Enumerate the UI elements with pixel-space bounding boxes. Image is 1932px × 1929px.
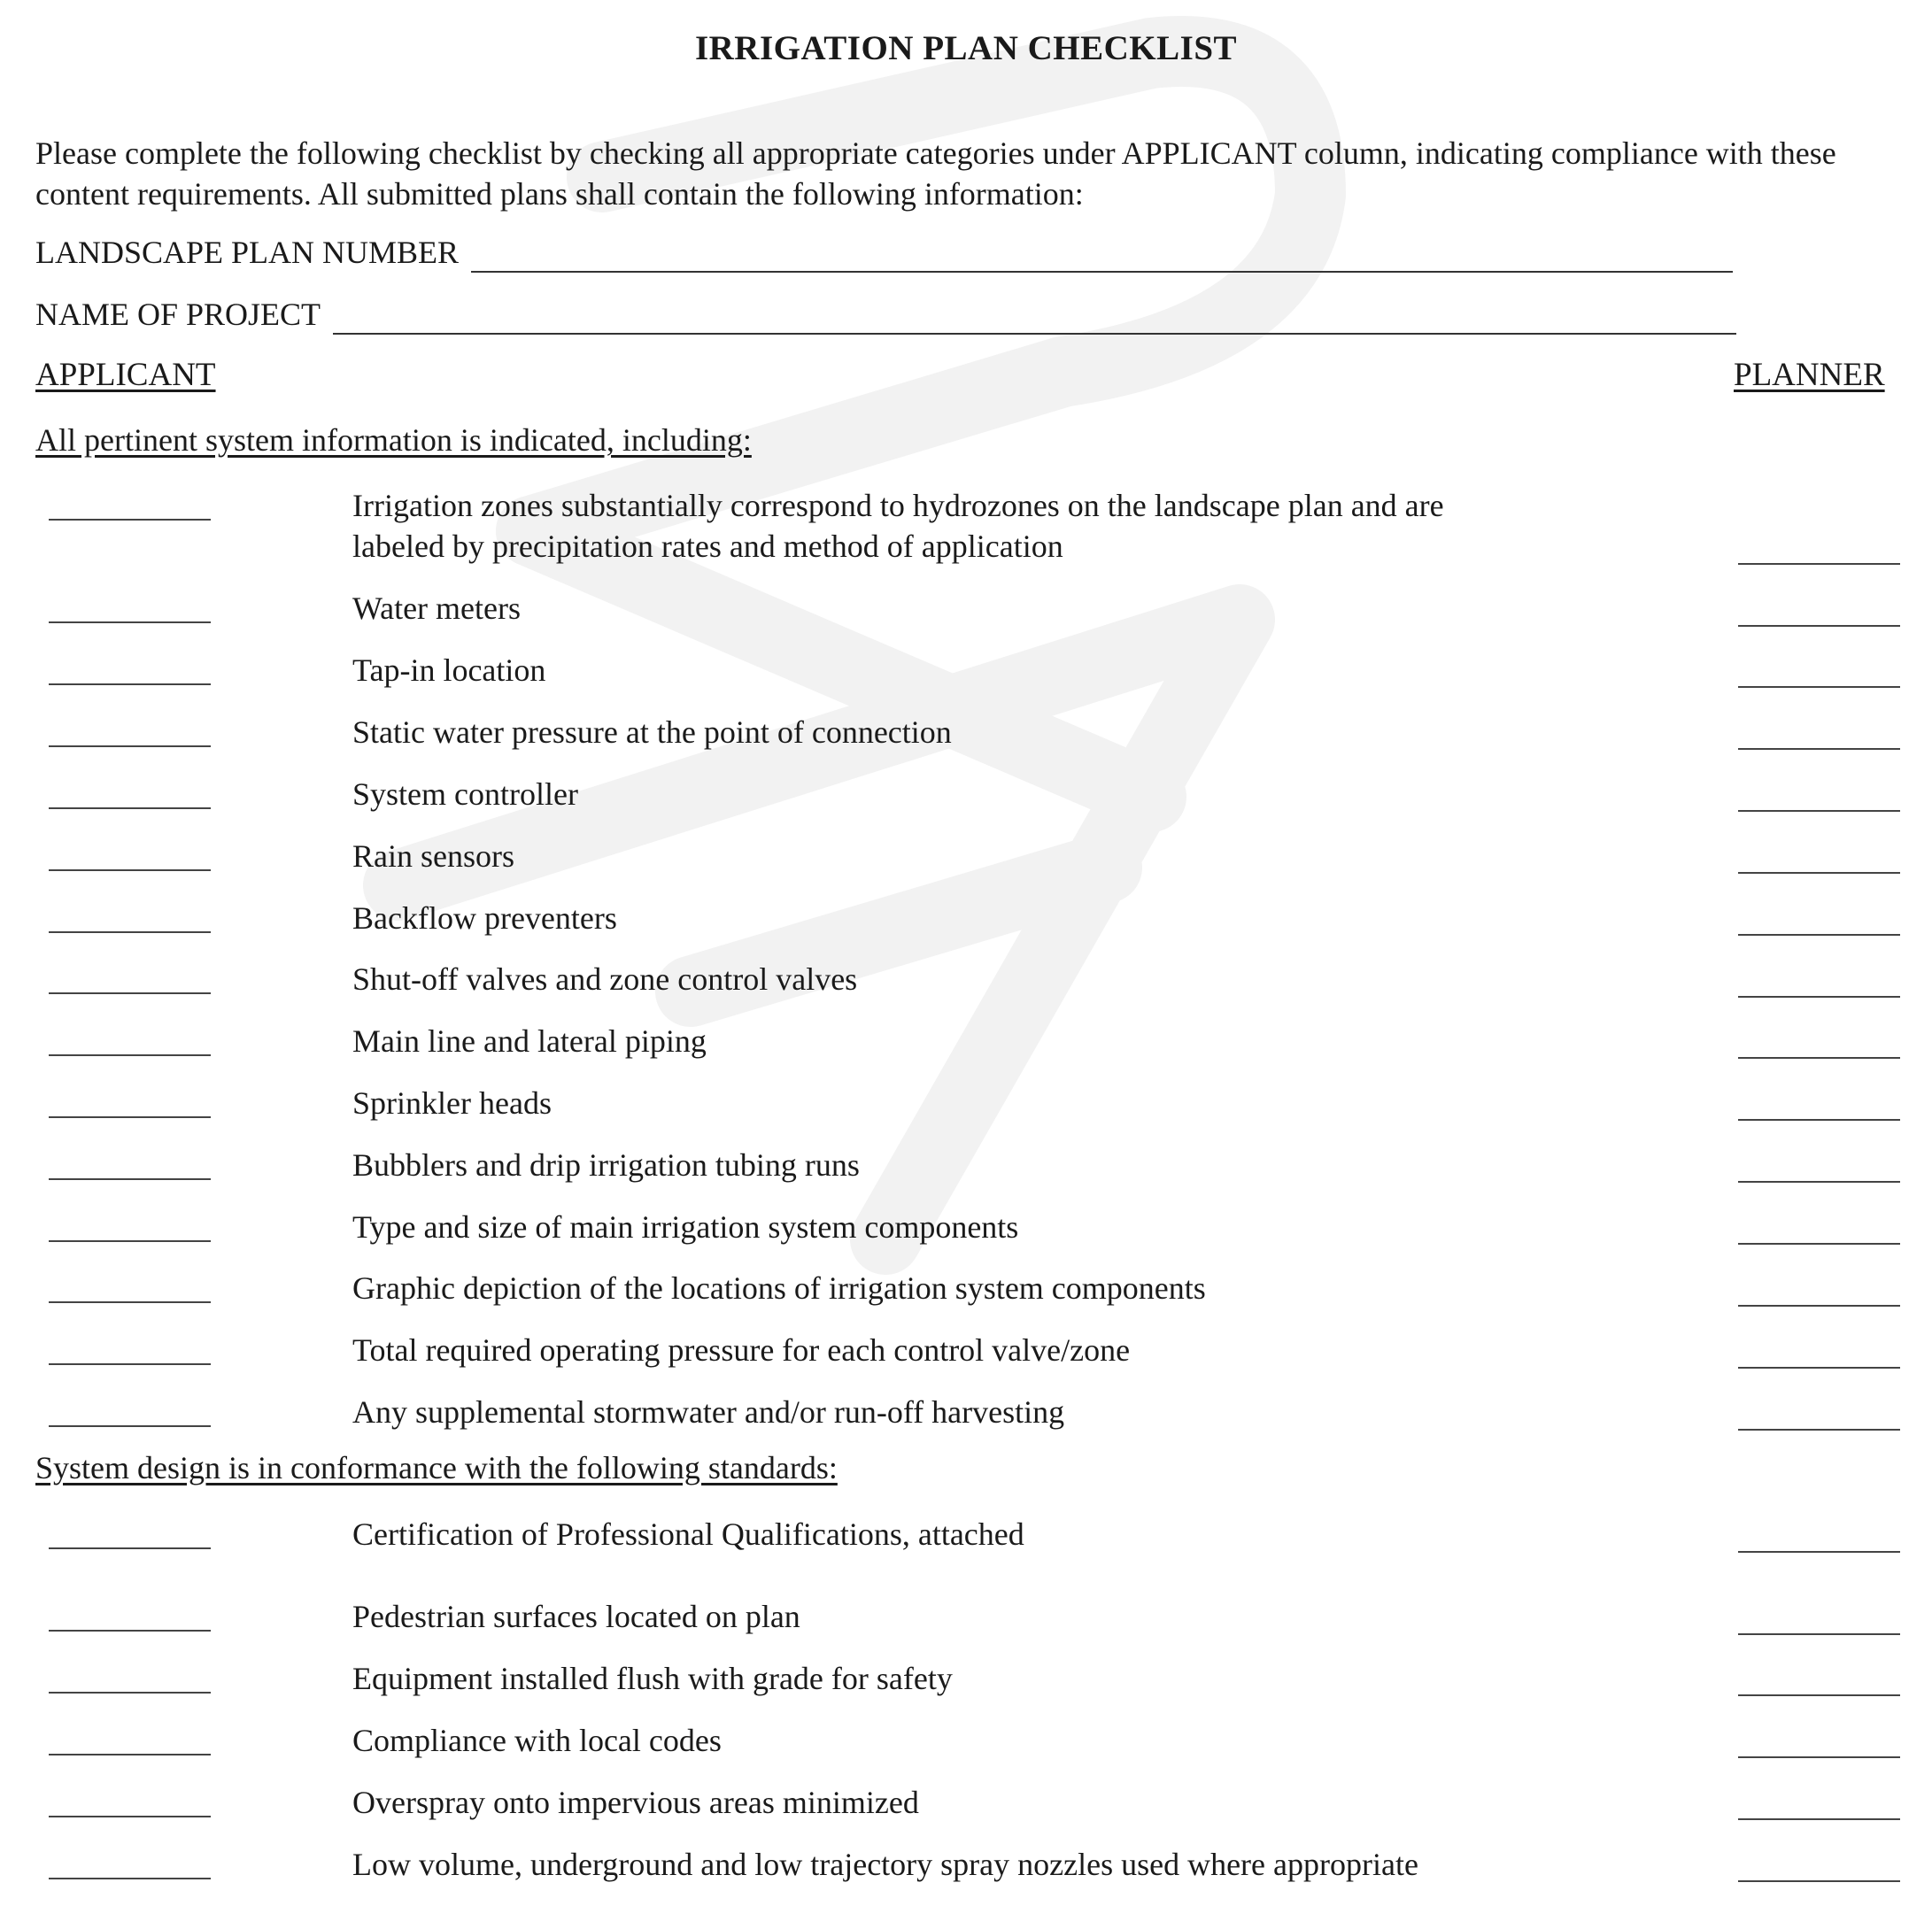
planner-check-blank[interactable] [1738,1057,1900,1059]
planner-check-blank[interactable] [1738,934,1900,936]
checklist-item-text: Compliance with local codes [352,1723,722,1758]
checklist-item-text: Shut-off valves and zone control valves [352,961,858,997]
planner-check-blank[interactable] [1738,1818,1900,1820]
planner-check-blank[interactable] [1738,1429,1900,1431]
checklist-item-text: Irrigation zones substantially correspond to hydrozones on the landscape plan and are labeled by precipitation rates and method of application [352,488,1444,564]
applicant-check-blank[interactable] [49,745,211,747]
checklist-item-text: Certification of Professional Qualifications, attached [352,1516,1024,1552]
applicant-check-blank[interactable] [49,1816,211,1817]
landscape-plan-number-row [35,232,1733,273]
project-name-label: NAME OF PROJECT [35,297,321,332]
planner-check-blank[interactable] [1738,625,1900,627]
checklist-item-text: Main line and lateral piping [352,1023,707,1059]
applicant-check-blank[interactable] [49,1178,211,1180]
landscape-plan-number-label: LANDSCAPE PLAN NUMBER [35,235,460,270]
project-name-row [35,294,1736,335]
applicant-check-blank[interactable] [49,683,211,685]
applicant-check-blank[interactable] [49,1547,211,1549]
planner-check-blank[interactable] [1738,1367,1900,1369]
planner-check-blank[interactable] [1738,1633,1900,1635]
planner-column-header: PLANNER [1734,357,1885,393]
project-name-input[interactable] [333,306,1736,335]
applicant-check-blank[interactable] [49,1240,211,1242]
section-heading: All pertinent system information is indicated, including: [35,422,752,458]
applicant-column-header: APPLICANT [35,357,216,393]
planner-check-blank[interactable] [1738,1181,1900,1183]
planner-check-blank[interactable] [1738,1119,1900,1121]
planner-check-blank[interactable] [1738,1756,1900,1758]
applicant-check-blank[interactable] [49,1630,211,1632]
checklist-item-text: Tap-in location [352,652,546,688]
checklist-item-text: Low volume, underground and low trajectory spray nozzles used where appropriate [352,1847,1418,1882]
applicant-check-blank[interactable] [49,807,211,809]
applicant-check-blank[interactable] [49,931,211,933]
checklist-item-text: Total required operating pressure for each control valve/zone [352,1332,1131,1368]
applicant-check-blank[interactable] [49,1116,211,1118]
checklist-item-text: Overspray onto impervious areas minimized [352,1785,919,1820]
planner-check-blank[interactable] [1738,1694,1900,1696]
applicant-check-blank[interactable] [49,992,211,994]
landscape-plan-number-input[interactable] [471,244,1733,273]
checklist-item-text: Water meters [352,590,522,626]
checklist-item-text: Bubblers and drip irrigation tubing runs [352,1147,860,1183]
instructions-paragraph: Please complete the following checklist by checking all appropriate categories under APPLICANT column, indicating compliance with these content requirements. All submitted plans shall contain the following information: [35,135,1836,212]
applicant-check-blank[interactable] [49,869,211,871]
checklist-item-text: Type and size of main irrigation system components [352,1209,1019,1245]
applicant-check-blank[interactable] [49,1692,211,1694]
applicant-check-blank[interactable] [49,519,211,521]
checklist-item-text: Equipment installed flush with grade for safety [352,1661,953,1696]
applicant-check-blank[interactable] [49,1301,211,1303]
planner-check-blank[interactable] [1738,1880,1900,1882]
planner-check-blank[interactable] [1738,872,1900,874]
applicant-check-blank[interactable] [49,1054,211,1056]
planner-check-blank[interactable] [1738,810,1900,812]
checklist-item-text: Any supplemental stormwater and/or run-off harvesting [352,1394,1065,1430]
checklist-item-text: Static water pressure at the point of connection [352,714,952,750]
checklist-item-text: Backflow preventers [352,900,617,936]
planner-check-blank[interactable] [1738,748,1900,750]
planner-check-blank[interactable] [1738,686,1900,688]
planner-check-blank[interactable] [1738,1243,1900,1245]
planner-check-blank[interactable] [1738,1305,1900,1307]
applicant-check-blank[interactable] [49,621,211,623]
applicant-check-blank[interactable] [49,1754,211,1755]
checklist-item-text: Pedestrian surfaces located on plan [352,1599,800,1634]
planner-check-blank[interactable] [1738,996,1900,998]
applicant-check-blank[interactable] [49,1363,211,1365]
page-title: IRRIGATION PLAN CHECKLIST [694,29,1238,67]
planner-check-blank[interactable] [1738,563,1900,565]
checklist-item-text: Rain sensors [352,838,514,874]
applicant-check-blank[interactable] [49,1425,211,1427]
applicant-check-blank[interactable] [49,1878,211,1879]
checklist-item-text: Graphic depiction of the locations of irrigation system components [352,1270,1206,1306]
section-heading: System design is in conformance with the following standards: [35,1450,838,1485]
checklist-item-text: Sprinkler heads [352,1085,552,1121]
checklist-item-text: System controller [352,776,578,812]
planner-check-blank[interactable] [1738,1551,1900,1553]
